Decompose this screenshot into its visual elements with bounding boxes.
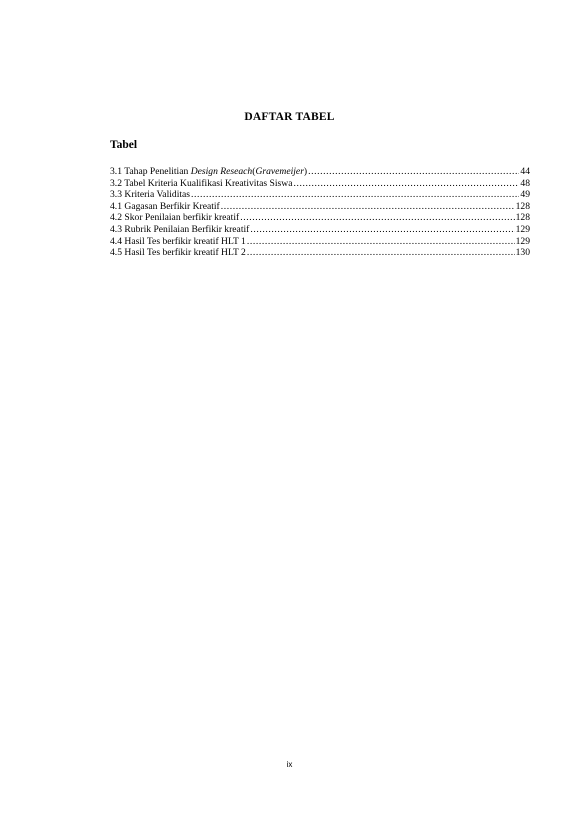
dot-leader: [221, 201, 515, 213]
toc-entry-label: 4.5 Hasil Tes berfikir kreatif HLT 2: [110, 247, 246, 259]
toc-entry-page: 49: [520, 189, 530, 201]
toc-entry-page: 44: [520, 166, 530, 177]
toc-entry-label: 3.1 Tahap Penelitian Design Reseach(Gravemeijer): [110, 166, 308, 177]
section-heading: Tabel: [110, 139, 138, 151]
dot-leader: [247, 247, 515, 259]
table-of-tables: [110, 166, 530, 259]
toc-entry[interactable]: [110, 201, 530, 213]
toc-entry-label: 4.3 Rubrik Penilaian Berfikir kreatif: [110, 223, 250, 235]
toc-entry[interactable]: [110, 166, 530, 178]
toc-entry-label: 3.3 Kriteria Validitas: [110, 189, 191, 201]
toc-entry[interactable]: [110, 236, 530, 248]
toc-entry-page: 128: [515, 200, 530, 212]
toc-entry-page: 129: [515, 223, 530, 235]
toc-entry[interactable]: [110, 189, 530, 201]
dot-leader: [250, 224, 514, 236]
page-title: DAFTAR TABEL: [244, 111, 335, 123]
toc-entry[interactable]: [110, 212, 530, 224]
dot-leader: [308, 166, 519, 178]
dot-leader: [240, 212, 514, 224]
dot-leader: [191, 189, 519, 201]
toc-entry[interactable]: [110, 247, 530, 259]
toc-entry-label: 4.1 Gagasan Berfikir Kreatif: [110, 200, 220, 212]
toc-entry-label: 4.4 Hasil Tes berfikir kreatif HLT 1: [110, 235, 246, 247]
dot-leader: [247, 236, 515, 248]
toc-entry-label: 4.2 Skor Penilaian berfikir kreatif: [110, 212, 240, 224]
page-number: ix: [286, 760, 293, 769]
toc-entry-page: 48: [520, 177, 530, 189]
toc-entry-page: 130: [515, 247, 530, 259]
dot-leader: [293, 178, 519, 190]
toc-entry[interactable]: [110, 224, 530, 236]
toc-entry[interactable]: [110, 178, 530, 190]
toc-entry-page: 128: [515, 212, 530, 224]
toc-entry-label: 3.2 Tabel Kriteria Kualifikasi Kreativitas Siswa: [110, 177, 293, 189]
toc-entry-page: 129: [515, 235, 530, 247]
